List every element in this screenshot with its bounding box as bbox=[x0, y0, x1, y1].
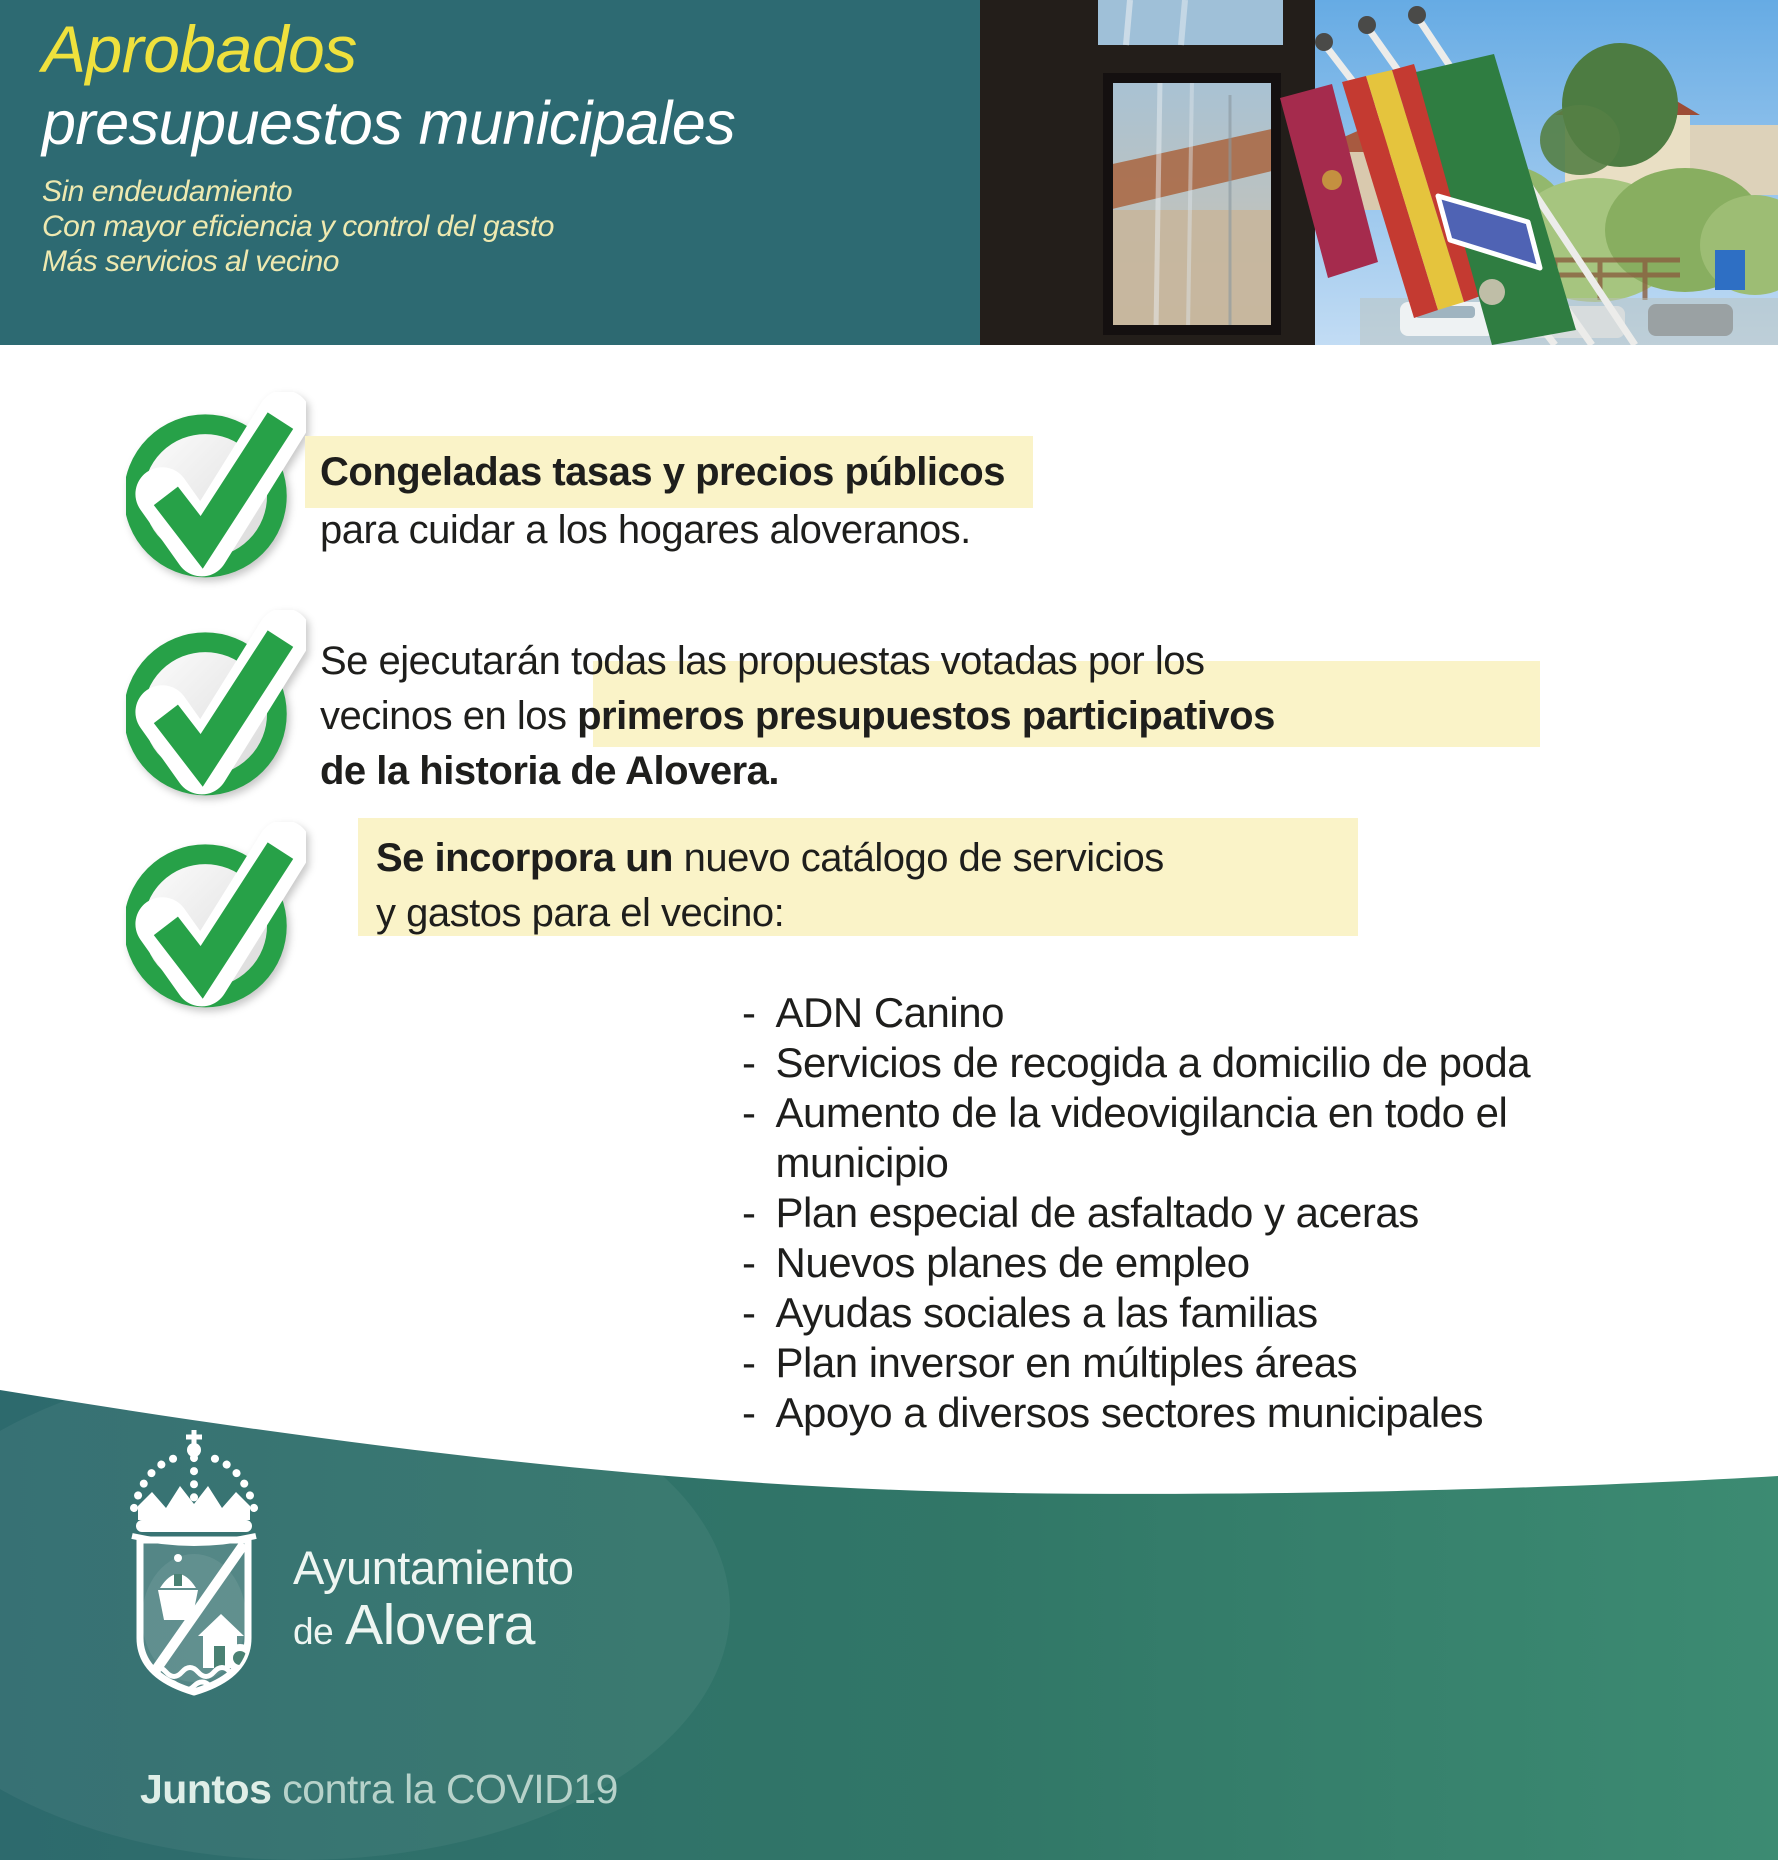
town-hall-flags-photo bbox=[980, 0, 1778, 345]
list-item-text: ADN Canino bbox=[775, 989, 1004, 1036]
list-item-text: Plan especial de asfaltado y aceras bbox=[775, 1189, 1419, 1236]
list-item-text: Servicios de recogida a domicilio de poda bbox=[775, 1039, 1531, 1086]
campaign-slogan bbox=[140, 1766, 618, 1813]
line: y gastos para el vecino: bbox=[376, 891, 785, 935]
line: Se ejecutarán todas las propuestas votadas por los bbox=[320, 639, 1205, 683]
list-item bbox=[742, 1388, 1656, 1438]
header-subtitles bbox=[42, 174, 735, 279]
check-circle-icon bbox=[126, 610, 306, 798]
bullet-marker: - bbox=[742, 1239, 756, 1286]
shield-icon bbox=[140, 1540, 254, 1692]
bullet-marker: - bbox=[742, 1389, 756, 1436]
list-item bbox=[742, 1088, 1656, 1188]
header-band bbox=[0, 0, 1778, 345]
org-name-line2 bbox=[293, 1592, 535, 1658]
bullet-marker: - bbox=[742, 1089, 756, 1136]
checklist-item-2-text bbox=[320, 634, 1275, 799]
list-item-text: Ayudas sociales a las familias bbox=[775, 1289, 1318, 1336]
crown-icon bbox=[132, 1430, 256, 1543]
checklist-item-1-text: para cuidar a los hogares aloveranos. bbox=[320, 508, 971, 552]
campaign-bold: Juntos bbox=[140, 1766, 272, 1812]
list-item bbox=[742, 1288, 1656, 1338]
campaign-regular: contra la COVID19 bbox=[271, 1766, 618, 1812]
subtitle-line: Sin endeudamiento bbox=[42, 175, 293, 208]
services-list bbox=[742, 988, 1656, 1438]
list-item bbox=[742, 1038, 1656, 1088]
bullet-marker: - bbox=[742, 1289, 756, 1336]
org-name-main: Alovera bbox=[345, 1593, 535, 1657]
check-circle-icon bbox=[126, 392, 306, 580]
bullet-marker: - bbox=[742, 989, 756, 1036]
list-item-text: Apoyo a diversos sectores municipales bbox=[775, 1389, 1484, 1436]
line-regular: vecinos en los bbox=[320, 694, 578, 738]
list-item bbox=[742, 988, 1656, 1038]
list-item-text: Nuevos planes de empleo bbox=[775, 1239, 1250, 1286]
page-title: presupuestos municipales bbox=[42, 89, 736, 157]
alovera-coat-of-arms-icon bbox=[118, 1428, 270, 1696]
line bbox=[320, 689, 1275, 744]
subtitle-line: Más servicios al vecino bbox=[42, 245, 339, 278]
line-bold: de la historia de Alovera. bbox=[320, 749, 780, 793]
bullet-marker: - bbox=[742, 1339, 756, 1386]
checklist-item-3-text bbox=[376, 831, 1164, 941]
header-text bbox=[42, 12, 735, 279]
check-circle-icon bbox=[126, 822, 306, 1010]
line-bold: Se incorpora un bbox=[376, 836, 673, 880]
list-item-text: Plan inversor en múltiples áreas bbox=[775, 1339, 1358, 1386]
list-item bbox=[742, 1238, 1656, 1288]
subtitle-line: Con mayor eficiencia y control del gasto bbox=[42, 210, 554, 243]
list-item bbox=[742, 1188, 1656, 1238]
line-bold: primeros presupuestos participativos bbox=[577, 694, 1275, 738]
line-regular: nuevo catálogo de servicios bbox=[673, 836, 1164, 880]
bullet-marker: - bbox=[742, 1189, 756, 1236]
bullet-marker: - bbox=[742, 1039, 756, 1086]
list-item-text: Aumento de la videovigilancia en todo el municipio bbox=[775, 1089, 1508, 1186]
line bbox=[376, 831, 1164, 886]
checklist-item-1-highlight: Congeladas tasas y precios públicos bbox=[305, 436, 1033, 508]
org-name-prefix: de bbox=[293, 1611, 334, 1652]
list-item bbox=[742, 1338, 1656, 1388]
title-accent: Aprobados bbox=[42, 12, 357, 86]
org-name-line1: Ayuntamiento bbox=[293, 1541, 574, 1594]
